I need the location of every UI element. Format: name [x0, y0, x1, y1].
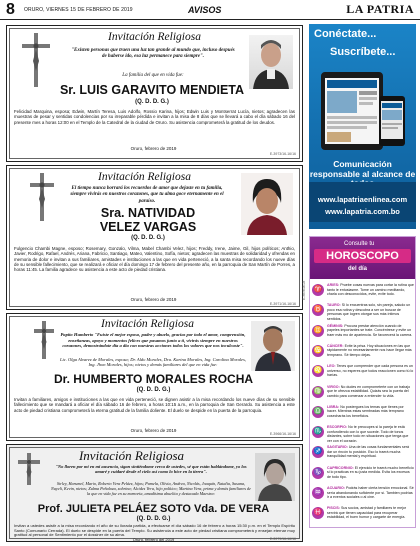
horoscope-sign-name: LIBRA: [327, 404, 341, 409]
zodiac-cancer-icon: ♋ [312, 345, 324, 357]
notice-quote: "No lloren por mí en mi ausencia, sigan sintiéndome cerca de ustedes, sé que están hablándome, yo los amaré y cuidaré desde el cielo así como lo hice en la tierra". [55, 464, 247, 475]
deceased-subtitle: (Q. D. D. G.) [131, 235, 165, 241]
section-title: AVISOS [188, 5, 222, 15]
deceased-subtitle: (Q. D. D. G.) [135, 99, 169, 105]
horoscope-sign-text [327, 283, 414, 297]
horoscope-sign-name: CAPRICORNIO: [327, 465, 355, 470]
horoscope-code: E-3878/16-03 [302, 280, 306, 300]
subscribe-ad[interactable] [309, 24, 416, 229]
tablet-phone-illustration [317, 66, 409, 154]
notice-place-date: Oruro, febrero de 2019 [130, 146, 177, 151]
horoscope-sign-text [327, 425, 414, 443]
horoscope-sign-text [327, 364, 414, 378]
horoscope-sign-reading: Sus socios, amistad y familiares te mejor servirá que tienen capacidad para recuperar estabilidad, el buen humor y cargarte de energía. [327, 506, 407, 520]
horoscope-sign-text [327, 445, 414, 459]
horoscope-sign-reading: Evite la prisa. Hoy situaciones en las que rápidamente no necesariamente nos hace llegar más temprano. Sé tiempo dejas. [327, 343, 412, 357]
notice-intro: Sirley, Harumel, Mario, Roberto Vera Peláez, hijos; Pamela, Olivia, Andrea, Nicolás, Joaquín, Natalia, Susana, Nayeli, Kevin, nietos; Zulma Peñaloza, sobrina; Alcides Vera, hijo político; Martina Vera, prima y demás familiares de la que en vida fue en su memoria, amadísima abuelita y destacada Maestra: [51, 481, 251, 496]
deceased-photo [249, 35, 293, 89]
horoscope-sign-text [327, 466, 414, 480]
page-number: 8 [6, 1, 15, 18]
horoscope-consult-label: Consulte tu [344, 241, 375, 247]
notice-place-date: Oruro, febrero del 2019 [132, 537, 175, 542]
horoscope-sign-name: ACUARIO: [327, 486, 346, 490]
horoscope-sign-name: VIRGO: [327, 384, 341, 389]
zodiac-libra-icon: ♎ [312, 406, 324, 418]
zodiac-aries-icon: ♈ [312, 284, 324, 296]
notice-place-date: Oruro, febrero de 2019 [130, 297, 177, 302]
ad-url-secondary[interactable]: www.lapatria.com.bo [325, 207, 400, 216]
zodiac-tauro-icon: ♉ [312, 304, 324, 316]
notice-morales [6, 313, 303, 441]
notice-body: Fulgencio Chambi Magne, esposo; Rosemary, Gonzalo, Vilma, Mabel Chambi Velez, hijos; Freddy, Irene, Jaime, Gil, hijos políticos; Anthio, Javier, Rodrigo, Rafael, Andrés, Ariana, Fabricio, Santiago, Mateo, Valentino, Sofía, nietos; agradecen las muestras de solidaridad y ofrendas en memoria de dolor e invitan a sus familiares, amistades e instituciones a las que en vida perteneció, a la santa misa recordando los nueve días de su sensible fallecimiento, que se realizará e oficiar el día domingo 17 de febrero del presente año, en la parroquia de San Martín de Porres, a horas 11:45. La familia agradece su asistencia a este acto de piedad cristiana. [14, 246, 295, 273]
horoscope-sign-reading: No te preocupes si la pareja te está confundiendo con lo que sucede. Todo de tonos distantes, sobre todo en situaciones que tenga que ver con el corazón. [327, 425, 409, 443]
notice-quote: El tiempo nunca borrará los recuerdos de amor que dejaste en tu familia, siempre vivirás en nuestros corazones, que tu alma goce eternamente en el paraíso. [70, 186, 224, 204]
notice-title: Invitación Religiosa [98, 171, 191, 183]
horoscope-sign-reading: Procura prestar atención cuando de papeles importantes se trate. Concéntrese y evite un traer más mo de apariencia. Se favorecerá la carrera. [327, 323, 413, 337]
horoscope-sign-name: LEO: [327, 364, 337, 369]
notice-intro: La familia del que en vida fue: [122, 73, 184, 78]
horoscope-banner [310, 237, 415, 279]
zodiac-capricornio-icon: ♑ [312, 467, 324, 479]
horoscope-sign-name: CÁNCER: [327, 343, 345, 348]
notice-code: E-3966/16-16/16 [269, 432, 296, 436]
page-header [0, 0, 420, 20]
zodiac-acuario-icon: ♒ [312, 487, 324, 499]
horoscope-sign-text [327, 303, 414, 321]
deceased-subtitle: (Q. D. D. G.) [136, 387, 171, 393]
deceased-photo [241, 173, 293, 235]
newspaper-brand: LA PATRIA [346, 2, 414, 16]
notice-velez [6, 165, 303, 310]
notice-title: Invitación Religiosa [78, 448, 185, 463]
notice-code: E-3979/16-16/16 [269, 537, 296, 541]
horoscope-sign-name: GÉMINIS: [327, 323, 345, 328]
horoscope-title: HOROSCOPO [314, 249, 411, 263]
horoscope-sign-reading: Si lo encuentras solo, sin pareja, saludo un poco esa rutina y descubra a ser un buscar de personas que logren otorgar sus más íntimos sentidos. [327, 303, 411, 321]
date-line: ORURO, VIERNES 15 DE FEBRERO DE 2019 [24, 7, 133, 13]
horoscope-sign-text [327, 486, 414, 500]
zodiac-sagitario-icon: ♐ [312, 446, 324, 458]
ad-subscribe-heading: Suscríbete... [330, 46, 396, 58]
deceased-name: Sr. LUIS GARAVITO MENDIETA [59, 83, 245, 97]
notice-code: E-3973/16-16/16 [269, 152, 296, 156]
deceased-name-line-1: Sra. NATIVIDAD [100, 206, 196, 220]
zodiac-piscis-icon: ♓ [312, 507, 324, 519]
deceased-name: Prof. JULIETA PELÁEZ SOTO Vda. DE VERA [37, 503, 270, 515]
notice-code: E-3971/16-16/16 [269, 302, 296, 306]
ad-url-primary[interactable]: www.lapatriaenlinea.com [317, 195, 408, 204]
horoscope-sign-name: ESCORPIO: [327, 425, 349, 430]
horoscope-sign-reading: Una de las cosas fundamentales será dar un rincón tu posición. Eso lo traerá mucha tranquilidad mental y espiritual. [327, 445, 410, 459]
horoscope-sign-name: PISCIS: [327, 506, 341, 511]
horoscope-sign-text [327, 506, 414, 520]
horoscope-sign-reading: Pruebe cosas nuevas para cortar la rutina que tanto le entusiasme. Tome un camino meditando, charla con desconocidos, evite, evite todo. [327, 283, 414, 296]
horoscope-sign-reading: No postergues los temas que tienes por hacer. Mientras estas sembradas más temprano cosecharás los beneficios. [327, 404, 404, 418]
deceased-subtitle: (Q. D. D. G.) [136, 516, 171, 522]
notice-body: Invitan a ustedes asistir a la misa recordando el año de su llorada partida, a efectuarse el día sábado 16 de febrero a horas 15:30 p.m. en el Templo Espíritu Santo (Comunario Cerrada). El duelo se despide en la puerta del Templo. Su asistencia a este acto de piedad cristiana comprometerá y ensejan eternar muy gratitud al personal de Sentimiento por el dossiner de su alma. [14, 523, 295, 538]
zodiac-escorpio-icon: ♏ [312, 426, 324, 438]
ad-message: Comunicación responsable al alcance de [309, 159, 416, 179]
notice-title: Invitación Religiosa [108, 31, 201, 43]
horoscope-sign-reading: No dudes en comprometerte con un trabajo que te ofrezca estabilidad. Quizás sea la puerta del cambio para comenzar a entender tu vida. [327, 384, 411, 398]
horoscope-panel [309, 236, 416, 528]
notice-body: Felicidad Marquina, esposa; Edwin, Martín Teresa, Luis Adolfo, Rossio Karina, hijos; Edwin Luis y Montserrat Lucía, nietos; agradecen las muestras de pesar y sentidas condolencias por su irreparable pérdida e invitan a la misa de 8 días que se llevará a cabo el día sábado 16 del presente mes a horas 12:00 en el Templo de la Catedral de la ciudad de Oruro. Su asistencia comprometerá la gratitud de los deudos. [14, 109, 295, 125]
notice-quote: Papito Humberto "Fuiste el mejor esposo, padre y abuelo, gracias por todo el amor, comprensión, enseñanzas, apoyo y momentos felices que pasamos junto a ti, vivirás siempre en nuestros corazones, demostrándote día a día con nuestras acciones todos los valores que nos inculcaste". [60, 332, 246, 349]
zodiac-leo-icon: ♌ [312, 365, 324, 377]
notice-garavito [6, 25, 303, 162]
horoscope-sign-text [327, 405, 414, 419]
notice-body: Invitan a familiares, amigos e instituciones a las que en vida perteneció, se dignen asistir a la misa recordando los nueve días de su sensible fallecimiento que se mandará a oficiar el día sábado 16 de febrero, a horas 10:15 a.m., en la parroquia de San Gerardo. Su asistencia a este acto de piedad cristiana comprometerá la eterna gratitud de la familia doliente. El duelo se despide en la puerta de la parroquia. [14, 397, 295, 413]
notice-place-date: Oruro, febrero de 2019 [130, 428, 177, 433]
deceased-name-line-2: VELEZ VARGAS [99, 220, 197, 234]
horoscope-sign-reading: El ejercicio te traerá mucho beneficio si lo practicas en su justa medida. Evita los excesos de todo tipo. [327, 465, 414, 479]
horoscope-sign-name: ARIES: [327, 283, 341, 287]
zodiac-geminis-icon: ♊ [312, 325, 324, 337]
horoscope-sign-reading: Tenes que comprender que cada persona es un universo, no esperes que todos reaccionen como tú lo harías. [327, 364, 414, 378]
deceased-name: Dr. HUMBERTO MORALES ROCHA [53, 372, 254, 386]
horoscope-day-label: del día [348, 266, 368, 272]
ad-connect-heading: Conéctate... [314, 28, 377, 40]
horoscope-sign-text [327, 385, 414, 399]
horoscope-sign-name: SAGITARIO: [327, 445, 349, 450]
horoscope-sign-name: TAURO: [327, 303, 342, 308]
deceased-photo [251, 321, 295, 371]
deceased-photo [255, 453, 295, 501]
notice-pelaez [6, 444, 303, 542]
notice-title: Invitación Religiosa [101, 318, 194, 330]
notice-intro: Lic. Olga Alvarez de Morales, esposa; Dr. Aldo Morales, Dra. Karina Morales, Ing. Carolina Morales, Ing. Jhon Morales, hijos; nietos y demás familiares del que en vida fue: [60, 357, 246, 367]
horoscope-sign-text [327, 344, 414, 358]
horoscope-sign-text [327, 324, 414, 338]
notice-quote: "Existen personas que traen una luz tan grande al mundo que, incluso después de haberse ido, esa luz permanece para siempre". [71, 48, 235, 60]
zodiac-virgo-icon: ♍ [312, 386, 324, 398]
horoscope-sign-reading: Podrás haber cierta tensión emocional. Sé sería abandonando suficiente por sí. Tambien podrías ir a eventos sociales o al cine. [327, 486, 414, 499]
